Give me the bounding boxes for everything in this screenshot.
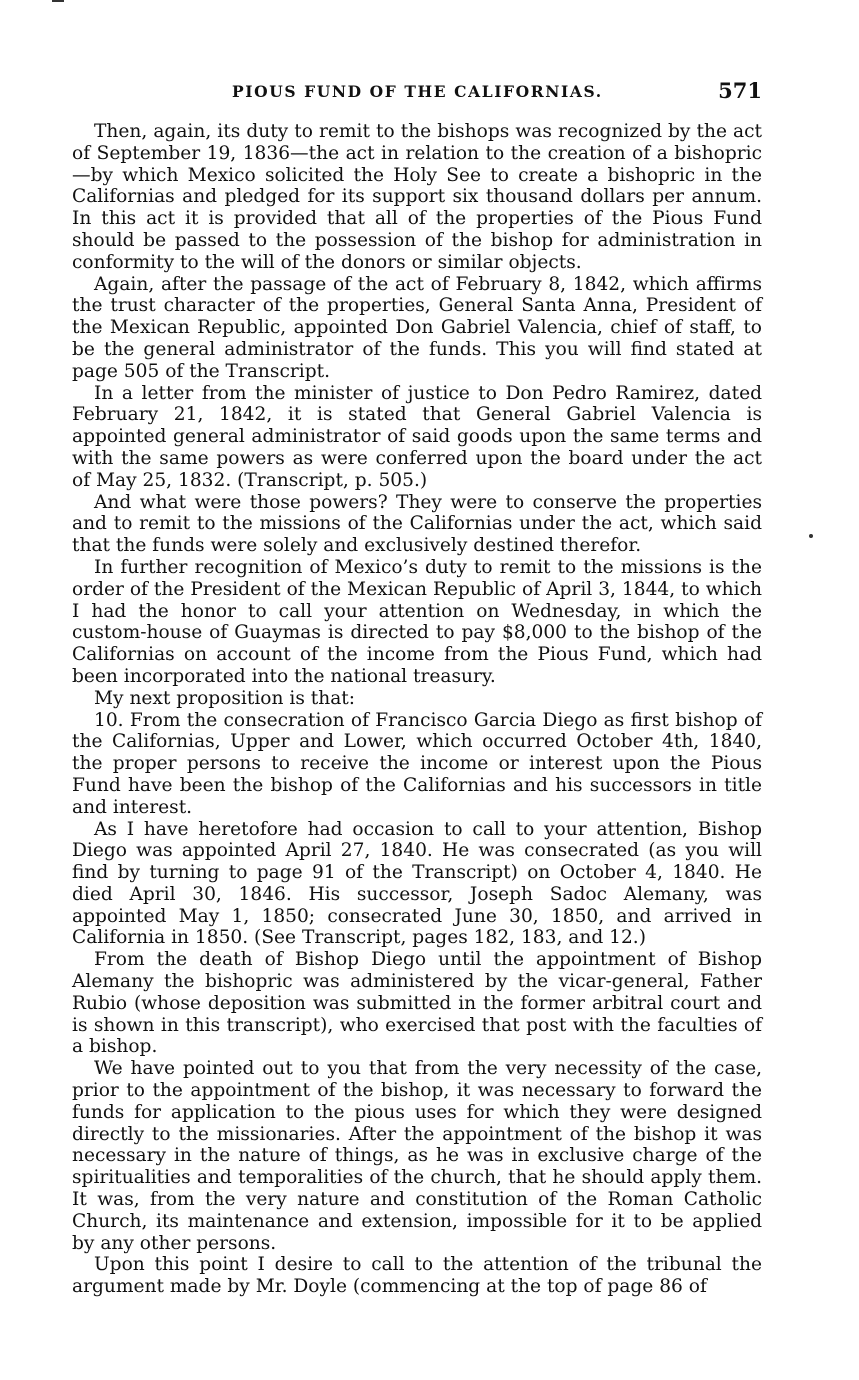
paragraph: As I have heretofore had occasion to call to your attention, Bishop Diego was appointed April 27, 1840. He was consecrated (as you will find by turning to page 91 of the Transcript) on October 4, 1840. He died April 30, 1846. His successor, Joseph Sadoc Alemany, was appointed May 1, 1850; consecrated June 30, 1850, and arrived in California in 1850. (See Transcript, pages 182, 183, and 12.)	[72, 818, 762, 949]
page-header	[72, 78, 762, 104]
paragraph: In further recognition of Mexico’s duty to remit to the missions is the order of the President of the Mexican Republic of April 3, 1844, to which I had the honor to call your attention on Wednesday, in which the custom-house of Guaymas is directed to pay $8,000 to the bishop of the Californias on account of the income from the Pious Fund, which had been incorporated into the national treasury.	[72, 556, 762, 687]
paragraph: And what were those powers? They were to conserve the properties and to remit to the missions of the Californias under the act, which said that the funds were solely and exclusively destined therefor.	[72, 491, 762, 557]
paragraph: Again, after the passage of the act of February 8, 1842, which affirms the trust character of the properties, General Santa Anna, President of the Mexican Republic, appointed Don Gabriel Valencia, chief of staff, to be the general administrator of the funds. This you will find stated at page 505 of the Transcript.	[72, 273, 762, 382]
body-text	[72, 121, 762, 1298]
paragraph: In a letter from the minister of justice to Don Pedro Ramirez, dated February 21, 1842, it is stated that General Gabriel Valencia is appointed general administrator of said goods upon the same terms and with the same powers as were conferred upon the board under the act of May 25, 1832. (Transcript, p. 505.)	[72, 382, 762, 491]
running-title: PIOUS FUND OF THE CALIFORNIAS.	[232, 82, 603, 101]
paragraph: We have pointed out to you that from the very necessity of the case, prior to the appointment of the bishop, it was necessary to forward the funds for application to the pious uses for which they were designed directly to the missionaries. After the appointment of the bishop it was necessary in the nature of things, as he was in exclusive charge of the spiritualities and temporalities of the church, that he should apply them. It was, from the very nature and constitution of the Roman Catholic Church, its maintenance and extension, impossible for it to be applied by any other persons.	[72, 1058, 762, 1254]
scan-edge-mark	[52, 0, 64, 2]
paragraph: Upon this point I desire to call to the attention of the tribunal the argument made by Mr. Doyle (commencing at the top of page 86 of	[72, 1254, 762, 1298]
page-number: 571	[718, 78, 762, 103]
paragraph: My next proposition is that:	[94, 687, 356, 709]
paragraph: 10. From the consecration of Francisco Garcia Diego as first bishop of the Californias, Upper and Lower, which occurred October 4th, 1840, the proper persons to receive the income or interest upon the Pious Fund have been the bishop of the Californias and his successors in title and interest.	[72, 709, 762, 818]
paragraph: Then, again, its duty to remit to the bishops was recognized by the act of September 19, 1836—the act in relation to the creation of a bishopric—by which Mexico solicited the Holy See to create a bishopric in the Californias and pledged for its support six thousand dollars per annum. In this act it is provided that all of the properties of the Pious Fund should be passed to the possession of the bishop for administration in conformity to the will of the donors or similar objects.	[72, 121, 762, 273]
scan-speck	[809, 534, 813, 538]
paragraph: From the death of Bishop Diego until the appointment of Bishop Alemany the bishopric was administered by the vicar-general, Father Rubio (whose deposition was submitted in the former arbitral court and is shown in this transcript), who exercised that post with the faculties of a bishop.	[72, 949, 762, 1058]
